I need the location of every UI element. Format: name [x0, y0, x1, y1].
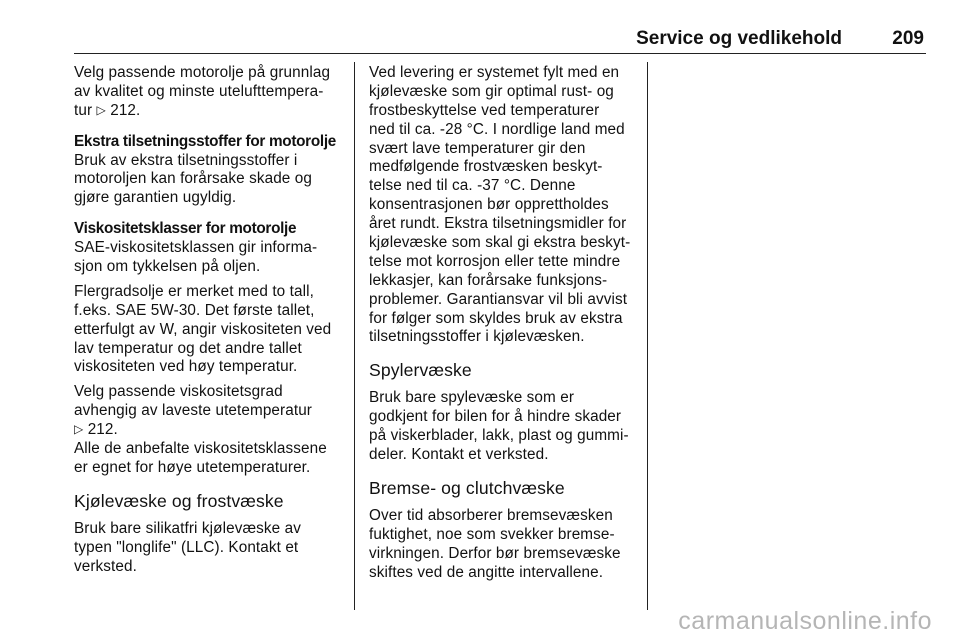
- text-line: SAE-viskositetsklassen gir informa-: [74, 239, 318, 257]
- paragraph-coolant: [74, 520, 346, 577]
- paragraph-washer-fluid: [369, 389, 639, 465]
- text-line: av kvalitet og minste utelufttempera-: [74, 82, 324, 100]
- paragraph-additives: [74, 152, 346, 209]
- text-line: lav temperatur og det andre tallet: [74, 339, 302, 357]
- middle-column: [369, 64, 639, 582]
- text-line: skiftes ved de angitte intervallene.: [369, 563, 604, 581]
- text-line: lekkasjer, kan forårsake funksjons-: [369, 271, 608, 289]
- text-line: sjon om tykkelsen på oljen.: [74, 258, 261, 276]
- paragraph-viscosity-info: [74, 239, 346, 277]
- watermark-text: carmanualsonline.info: [678, 607, 932, 635]
- text-line: gjøre garantien ugyldig.: [74, 189, 237, 207]
- text-line: medfølgende frostvæsken beskyt-: [369, 158, 603, 176]
- spacer: [74, 121, 346, 133]
- text-line: tilsetningsstoffer i kjølevæsken.: [369, 328, 585, 346]
- page-title: Service og vedlikehold: [636, 28, 842, 49]
- text-line: Velg passende motorolje på grunnlag: [74, 64, 331, 81]
- page-reference-triangle-icon: ▷: [96, 102, 106, 117]
- page-number: 209: [892, 28, 924, 49]
- text-line: [74, 102, 346, 121]
- text-line: [74, 421, 346, 440]
- text-line: Velg passende viskositetsgrad: [74, 383, 283, 401]
- paragraph-multigrade: [74, 283, 346, 377]
- text-line: ned til ca. -28 °C. I nordlige land med: [369, 120, 625, 138]
- text-line: Bruk av ekstra tilsetningsstoffer i: [74, 151, 298, 169]
- text-line: motoroljen kan forårsake skade og: [74, 170, 312, 188]
- text-line: avhengig av laveste utetemperatur: [74, 402, 312, 420]
- text-line: verksted.: [74, 557, 137, 575]
- paragraph-brake-fluid: [369, 507, 639, 583]
- page-reference-link[interactable]: 212.: [87, 421, 118, 439]
- page-reference-link[interactable]: 212.: [110, 101, 141, 119]
- text-line: etterfulgt av W, angir viskositeten ved: [74, 320, 332, 338]
- spacer: [74, 208, 346, 220]
- text-line: viskositeten ved høy temperatur.: [74, 358, 298, 376]
- paragraph-viscosity-grade: [74, 383, 346, 440]
- heading-additives: Ekstra tilsetningsstoffer for motorolje: [74, 132, 336, 150]
- text-line: typen "longlife" (LLC). Kontakt et: [74, 538, 299, 556]
- text-line: for følger som skyldes bruk av ekstra: [369, 309, 623, 327]
- text-line: Alle de anbefalte viskositetsklassene: [74, 440, 327, 458]
- column-divider-right: [647, 62, 648, 610]
- text-line: f.eks. SAE 5W-30. Det første tallet,: [74, 301, 315, 319]
- spacer: [74, 478, 346, 490]
- text-line: konsentrasjonen bør opprettholdes: [369, 196, 609, 214]
- text-line: kjølevæske som gir optimal rust- og: [369, 82, 614, 100]
- text-line: virkningen. Derfor bør bremsevæske: [369, 544, 621, 562]
- text-line: Bruk bare silikatfri kjølevæske av: [74, 519, 301, 537]
- left-column: [74, 64, 346, 576]
- text-line: telse ned til ca. -37 °C. Denne: [369, 177, 576, 195]
- text-line: er egnet for høye utetemperaturer.: [74, 458, 311, 476]
- text-line: fuktighet, noe som svekker bremse-: [369, 525, 615, 543]
- heading-washer-fluid: Spylervæske: [369, 360, 472, 381]
- text-line: frostbeskyttelse ved temperaturer: [369, 101, 600, 119]
- text-line: Ved levering er systemet fylt med en: [369, 64, 620, 81]
- text-line: Flergradsolje er merket med to tall,: [74, 282, 314, 300]
- text-line: godkjent for bilen for å hindre skader: [369, 408, 622, 426]
- text-line: kjølevæske som skal gi ekstra beskyt-: [369, 234, 631, 252]
- spacer: [369, 465, 639, 477]
- page-reference-triangle-icon: ▷: [74, 422, 84, 437]
- heading-brake-fluid: Bremse- og clutchvæske: [369, 477, 565, 498]
- paragraph-viscosity-classes: [74, 440, 346, 478]
- spacer: [369, 347, 639, 359]
- text-line: problemer. Garantiansvar vil bli avvist: [369, 290, 628, 308]
- text-line: Bruk bare spylevæske som er: [369, 389, 575, 407]
- paragraph-coolant-delivery: [369, 64, 639, 347]
- page-header: [74, 22, 926, 52]
- heading-coolant: Kjølevæske og frostvæske: [74, 490, 284, 511]
- text-line: svært lave temperaturer gir den: [369, 139, 586, 157]
- text-line: på viskerblader, lakk, plast og gummi-: [369, 427, 629, 445]
- text-fragment: tur: [74, 101, 93, 119]
- text-line: telse mot korrosjon eller tette mindre: [369, 252, 621, 270]
- column-divider-left: [354, 62, 355, 610]
- header-rule: [74, 53, 926, 54]
- text-line: deler. Kontakt et verksted.: [369, 446, 549, 464]
- paragraph-oil-selection: [74, 64, 346, 121]
- heading-viscosity: Viskositetsklasser for motorolje: [74, 220, 297, 238]
- text-line: året rundt. Ekstra tilsetningsmidler for: [369, 215, 627, 233]
- text-line: Over tid absorberer bremsevæsken: [369, 506, 613, 524]
